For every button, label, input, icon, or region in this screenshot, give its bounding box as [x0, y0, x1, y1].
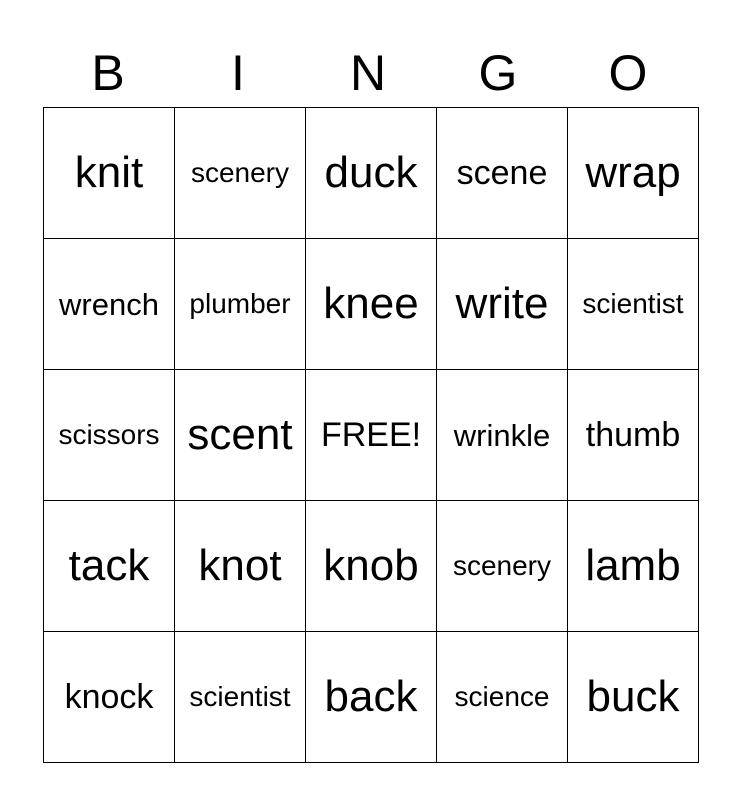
bingo-cell[interactable]: lamb [568, 501, 699, 632]
bingo-cell[interactable]: tack [44, 501, 175, 632]
bingo-cell[interactable]: scent [175, 370, 306, 501]
bingo-cell[interactable]: buck [568, 632, 699, 763]
card-row [44, 501, 699, 632]
bingo-cell[interactable]: scientist [568, 239, 699, 370]
header-letter-n: N [349, 45, 387, 101]
bingo-card [43, 107, 699, 763]
bingo-cell[interactable]: scientist [175, 632, 306, 763]
bingo-cell[interactable]: knob [306, 501, 437, 632]
bingo-cell[interactable]: write [437, 239, 568, 370]
bingo-cell[interactable]: knock [44, 632, 175, 763]
bingo-cell[interactable]: duck [306, 108, 437, 239]
bingo-cell[interactable]: wrap [568, 108, 699, 239]
bingo-cell[interactable]: back [306, 632, 437, 763]
header-letter-o: O [608, 45, 648, 101]
bingo-cell[interactable]: science [437, 632, 568, 763]
card-row [44, 370, 699, 501]
header-letter-g: G [478, 45, 518, 101]
bingo-cell[interactable]: plumber [175, 239, 306, 370]
header-letter-i: I [231, 45, 245, 101]
bingo-cell[interactable]: scenery [437, 501, 568, 632]
header-letter-b: B [91, 45, 125, 101]
bingo-cell[interactable]: knit [44, 108, 175, 239]
bingo-cell[interactable]: knee [306, 239, 437, 370]
bingo-cell[interactable]: thumb [568, 370, 699, 501]
bingo-cell[interactable]: knot [175, 501, 306, 632]
bingo-cell[interactable]: wrinkle [437, 370, 568, 501]
bingo-cell[interactable]: wrench [44, 239, 175, 370]
bingo-cell[interactable]: scenery [175, 108, 306, 239]
bingo-cell[interactable]: scissors [44, 370, 175, 501]
card-row [44, 239, 699, 370]
free-space-cell[interactable]: FREE! [306, 370, 437, 501]
bingo-header [43, 38, 693, 108]
card-row [44, 108, 699, 239]
card-row [44, 632, 699, 763]
bingo-cell[interactable]: scene [437, 108, 568, 239]
